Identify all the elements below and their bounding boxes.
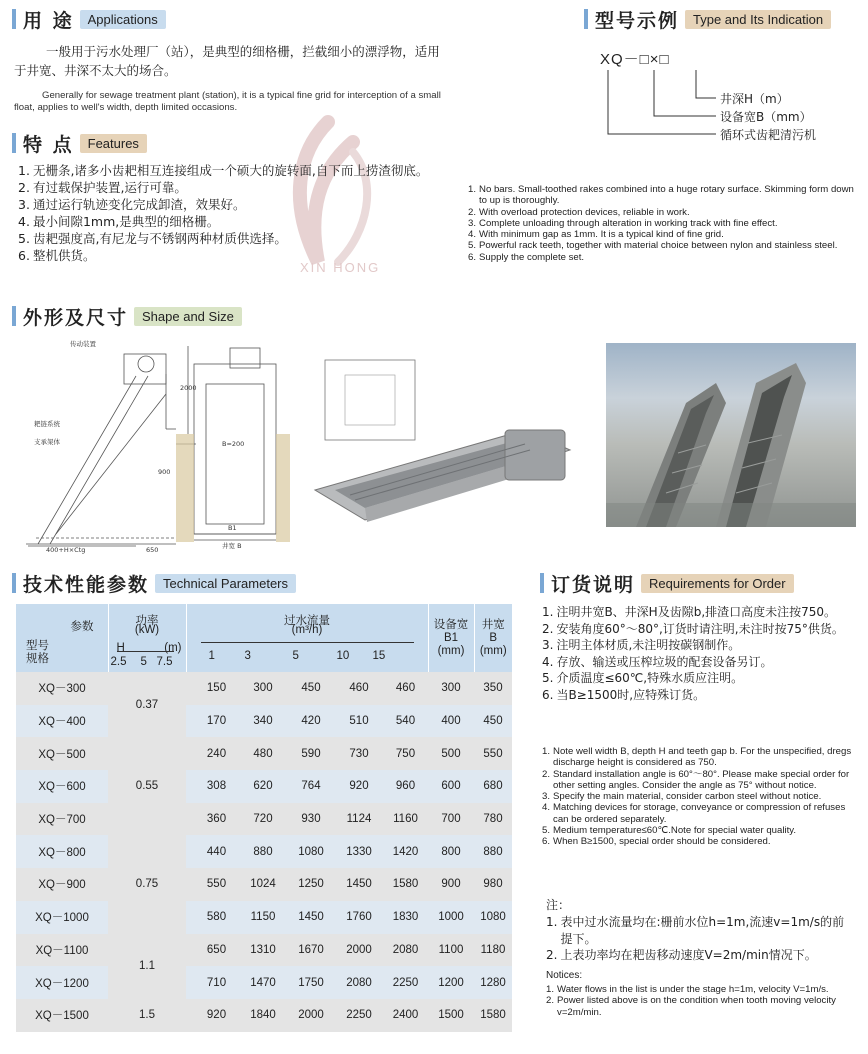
flow-cell: 460 xyxy=(395,682,416,695)
accent-bar xyxy=(584,9,588,29)
watermark-text: XIN HONG xyxy=(300,260,381,275)
model-cell: XQ－1100 xyxy=(35,944,89,957)
drawing-label-height: 2000 xyxy=(180,384,197,392)
spacer-cell xyxy=(186,901,194,934)
flow-cell: 2080 xyxy=(335,966,383,999)
flow-cell: 720 xyxy=(253,813,273,826)
drawing-label-rake: 耙链系统 xyxy=(34,420,60,428)
flow-cell: 930 xyxy=(301,813,321,826)
notes-list-cn xyxy=(546,914,856,964)
b-cell: 1280 xyxy=(474,966,512,999)
type-leader-lines xyxy=(596,68,726,148)
model-cell: XQ－1200 xyxy=(16,966,108,999)
flow-cell: 650 xyxy=(206,943,227,956)
accent-bar xyxy=(12,306,16,326)
drawing-label-b1: B1 xyxy=(228,524,237,532)
flow-cell: 510 xyxy=(335,705,383,738)
applications-title-en: Applications xyxy=(80,10,166,29)
flow-cell: 360 xyxy=(206,813,227,826)
b-cell: 1180 xyxy=(480,943,506,956)
list-item: 1. Water flows in the list is under the stage h=1m, velocity V=1m/s. xyxy=(546,984,829,995)
header-b-sym: B xyxy=(489,631,498,644)
order-heading xyxy=(540,570,794,596)
b1-cell: 700 xyxy=(441,813,461,826)
b1-cell: 1000 xyxy=(428,901,474,934)
b-cell: 550 xyxy=(483,747,503,760)
b-cell: 980 xyxy=(483,878,503,891)
b1-cell: 1100 xyxy=(438,943,464,956)
header-flow-val: 5 xyxy=(292,650,299,662)
table-row xyxy=(16,705,512,738)
header-model: 型号 规格 xyxy=(26,640,49,665)
drawing-label-formula: 400+H×Ctg xyxy=(46,546,86,554)
applications-title-cn: 用 途 xyxy=(23,9,74,32)
header-b-cell xyxy=(474,604,512,672)
flow-cell: 764 xyxy=(287,770,335,803)
tech-title-en: Technical Parameters xyxy=(155,574,296,593)
header-flow-val: 1 xyxy=(208,650,215,662)
flow-cell: 590 xyxy=(301,747,321,760)
flow-cell: 2250 xyxy=(383,966,428,999)
flow-cell: 1450 xyxy=(287,901,335,934)
flow-cell: 1160 xyxy=(393,813,418,826)
machine-render xyxy=(305,340,590,530)
list-item: 2. 安装角度60°～80°,订货时请注明,未注时按75°供货。 xyxy=(542,621,844,636)
header-power-unit: (kW) xyxy=(134,624,160,636)
type-title-cn: 型号示例 xyxy=(595,9,680,32)
flow-cell: 580 xyxy=(194,901,239,934)
flow-cell: 730 xyxy=(349,747,369,760)
flow-cell: 1330 xyxy=(335,835,383,868)
list-item: 3. 注明主体材质,未注明按碳钢制作。 xyxy=(542,638,741,652)
flow-cell: 308 xyxy=(194,770,239,803)
header-b1: 设备宽 xyxy=(433,618,469,631)
list-item: 2. 上表功率均在耙齿移动速度V=2m/min情况下。 xyxy=(546,948,817,962)
list-item: 4. 存放、输送或压榨垃圾的配套设备另订。 xyxy=(542,654,773,669)
flow-cell: 960 xyxy=(383,770,428,803)
tech-table xyxy=(16,604,512,1032)
flow-cell: 1580 xyxy=(392,878,419,891)
header-flow-val: 10 xyxy=(336,650,350,662)
type-label-depth: 井深H（m） xyxy=(720,92,789,106)
flow-cell: 1450 xyxy=(346,878,372,891)
features-title-cn: 特 点 xyxy=(23,133,74,156)
flow-cell: 1670 xyxy=(298,943,324,956)
flow-cell: 1830 xyxy=(383,901,428,934)
power-cell: 0.55 xyxy=(108,737,186,835)
notes-title-en: Notices: xyxy=(546,970,583,981)
list-item: 5. 介质温度≤60℃,特殊水质应注明。 xyxy=(542,671,744,685)
header-h-val: 2.5 xyxy=(110,656,127,668)
spacer-cell xyxy=(186,835,194,868)
table-row xyxy=(16,901,512,934)
list-item: 1. 无栅条,诸多小齿耙相互连接组成一个硕大的旋转面,自下而上捞渣彻底。 xyxy=(18,163,429,178)
flow-cell: 1750 xyxy=(287,966,335,999)
tech-heading xyxy=(12,570,296,596)
list-item: 4. Matching devices for storage, conveyance or compression of refuses can be ordered separately. xyxy=(542,802,846,825)
model-cell: XQ－700 xyxy=(38,814,86,827)
order-title-en: Requirements for Order xyxy=(641,574,794,593)
power-cell: 1.5 xyxy=(108,999,186,1032)
drawing-label-drive: 传动装置 xyxy=(70,340,96,348)
table-row xyxy=(16,770,512,803)
installation-photo xyxy=(606,343,856,527)
flow-cell: 1310 xyxy=(250,943,276,956)
flow-cell: 1124 xyxy=(346,813,372,826)
spacer-cell xyxy=(186,705,194,738)
flow-cell: 420 xyxy=(287,705,335,738)
header-b1-cell xyxy=(428,604,474,672)
table-row xyxy=(16,934,512,967)
header-b1-unit: (mm) xyxy=(437,644,465,657)
flow-cell: 2250 xyxy=(346,1009,372,1022)
header-m: (m) xyxy=(164,642,182,654)
flow-cell: 1250 xyxy=(298,878,324,891)
type-heading xyxy=(584,6,831,32)
list-item: 1. No bars. Small-toothed rakes combined into a huge rotary surface. Skimming form down to up is thoroughly. xyxy=(468,184,854,207)
list-item: 6. Supply the complete set. xyxy=(468,251,585,263)
spacer-cell xyxy=(186,999,194,1032)
header-power: 功率 xyxy=(135,615,159,627)
model-cell: XQ－500 xyxy=(38,748,86,761)
flow-cell: 920 xyxy=(206,1009,227,1022)
list-item: 1. 注明井宽B、井深H及齿隙b,排渣口高度未注按750。 xyxy=(542,605,837,619)
power-cell: 0.37 xyxy=(108,672,186,737)
list-item: 6. 当B≥1500时,应特殊订货。 xyxy=(542,687,706,702)
header-h-axis xyxy=(117,651,174,652)
list-item: 3. Specify the main material, consider carbon steel without notice. xyxy=(542,791,822,803)
installation-photo-drawing xyxy=(606,343,856,527)
flow-cell: 2000 xyxy=(298,1009,324,1022)
b-cell: 780 xyxy=(483,813,503,826)
list-item: 2. Standard installation angle is 60°～80°. Please make special order for other setting angles. Consider the angle as 75° without notice. xyxy=(542,768,850,791)
applications-text-en: Generally for sewage treatment plant (station), it is a typical fine grid for interception of a small float, applies to well's width, depth limited occasions. xyxy=(14,90,441,113)
list-item: 1. 表中过水流量均在:栅前水位h=1m,流速v=1m/s的前提下。 xyxy=(546,915,845,946)
type-label-name: 循环式齿耙清污机 xyxy=(720,128,817,142)
b1-cell: 300 xyxy=(441,682,461,695)
technical-drawing xyxy=(16,334,306,554)
flow-cell: 550 xyxy=(206,878,227,891)
model-cell: XQ－1500 xyxy=(35,1010,89,1023)
flow-cell: 1470 xyxy=(239,966,287,999)
flow-cell: 620 xyxy=(239,770,287,803)
spacer-cell xyxy=(186,934,194,967)
table-row xyxy=(16,999,512,1032)
spacer-cell xyxy=(186,966,194,999)
order-title-cn: 订货说明 xyxy=(551,573,636,596)
order-list-cn xyxy=(542,604,856,703)
list-item: 2. 有过载保护装置,运行可靠。 xyxy=(18,180,187,195)
flow-cell: 750 xyxy=(395,747,416,760)
header-h-val: 5 xyxy=(140,656,147,668)
table-row xyxy=(16,835,512,868)
b-cell: 450 xyxy=(474,705,512,738)
power-cell: 0.75 xyxy=(108,835,186,933)
spacer-cell xyxy=(186,737,194,770)
flow-cell: 880 xyxy=(239,835,287,868)
drawing-label-b200: B=200 xyxy=(222,440,245,448)
model-cell: XQ－600 xyxy=(16,770,108,803)
b-cell: 1080 xyxy=(474,901,512,934)
list-item: 5. 齿耙强度高,有尼龙与不锈钢两种材质供选择。 xyxy=(18,231,287,246)
list-item: 3. Complete unloading through alteration in working track with fine effect. xyxy=(468,217,778,229)
flow-cell: 1150 xyxy=(239,901,287,934)
accent-bar xyxy=(540,573,544,593)
list-item: 6. When B≥1500, special order should be considered. xyxy=(542,836,771,848)
drawing-label-support: 支承架体 xyxy=(34,438,60,446)
b1-cell: 400 xyxy=(428,705,474,738)
table-row xyxy=(16,966,512,999)
spacer-cell xyxy=(186,868,194,901)
tech-title-cn: 技术性能参数 xyxy=(23,573,150,596)
model-cell: XQ－800 xyxy=(16,835,108,868)
flow-cell: 150 xyxy=(206,682,227,695)
model-cell: XQ－900 xyxy=(38,879,86,892)
header-flow-axis xyxy=(201,642,414,643)
table-row xyxy=(16,737,512,770)
list-item: 6. 整机供货。 xyxy=(18,248,96,263)
table-header-row xyxy=(16,604,512,672)
flow-cell: 240 xyxy=(206,747,227,760)
flow-cell: 1760 xyxy=(335,901,383,934)
header-flow-unit: (m³/h) xyxy=(291,624,323,636)
header-param-cell xyxy=(16,604,108,672)
header-h: H xyxy=(116,642,125,654)
model-cell: XQ－1000 xyxy=(16,901,108,934)
header-b-unit: (mm) xyxy=(479,644,507,657)
header-flow-cell xyxy=(186,604,428,672)
applications-text-cn: 一般用于污水处理厂（站），是典型的细格栅，拦截细小的漂浮物，适用于井宽、井深不太大的场合。 xyxy=(14,44,440,78)
flow-cell: 450 xyxy=(301,682,321,695)
table-row xyxy=(16,868,512,901)
b1-cell: 800 xyxy=(428,835,474,868)
list-item: 3. 通过运行轨迹变化完成卸渣，效果好。 xyxy=(18,197,246,212)
flow-cell: 1420 xyxy=(383,835,428,868)
header-flow-val: 3 xyxy=(244,650,251,662)
notes-list-en xyxy=(546,984,854,1018)
tech-table-wrap xyxy=(16,604,512,1032)
flow-cell: 920 xyxy=(335,770,383,803)
header-power-cell xyxy=(108,604,186,672)
flow-cell: 340 xyxy=(239,705,287,738)
b-cell: 680 xyxy=(474,770,512,803)
applications-heading xyxy=(12,6,166,32)
flow-cell: 540 xyxy=(383,705,428,738)
flow-cell: 1024 xyxy=(250,878,276,891)
power-cell: 1.1 xyxy=(108,934,186,999)
features-title-en: Features xyxy=(80,134,147,153)
accent-bar xyxy=(12,133,16,153)
list-item: 2. With overload protection devices, reliable in work. xyxy=(468,206,690,218)
type-label-width: 设备宽B（mm） xyxy=(720,110,812,124)
type-code: XQ－□×□ xyxy=(600,51,670,68)
b1-cell: 1200 xyxy=(428,966,474,999)
table-row xyxy=(16,672,512,705)
accent-bar xyxy=(12,573,16,593)
list-item: 4. 最小间隙1mm,是典型的细格栅。 xyxy=(18,214,220,229)
shape-title-cn: 外形及尺寸 xyxy=(23,306,129,329)
header-flow: 过水流量 xyxy=(284,615,330,627)
tech-table-body xyxy=(16,672,512,1032)
list-item: 5. Powerful rack teeth, together with material choice between nylon and stainless steel. xyxy=(468,240,838,252)
model-cell: XQ－300 xyxy=(38,683,86,696)
order-list-en xyxy=(542,746,856,848)
list-item: 4. With minimum gap as 1mm. It is a typical kind of fine grid. xyxy=(468,229,724,241)
header-b: 井宽 xyxy=(481,618,505,631)
b1-cell: 500 xyxy=(441,747,461,760)
flow-cell: 460 xyxy=(349,682,369,695)
b1-cell: 600 xyxy=(428,770,474,803)
flow-cell: 480 xyxy=(253,747,273,760)
list-item: 5. Medium temperature≤60℃.Note for special water quality. xyxy=(542,825,797,837)
table-row xyxy=(16,803,512,836)
list-item: 2. Power listed above is on the condition when tooth moving velocity v=2m/min. xyxy=(546,995,836,1018)
flow-cell: 2400 xyxy=(392,1009,419,1022)
b-cell: 880 xyxy=(474,835,512,868)
flow-cell: 2000 xyxy=(346,943,372,956)
header-h-val: 7.5 xyxy=(156,656,173,668)
header-flow-val: 15 xyxy=(372,650,386,662)
header-param: 参数 xyxy=(70,621,94,633)
features-list-en xyxy=(468,184,854,263)
b1-cell: 900 xyxy=(441,878,461,891)
flow-cell: 300 xyxy=(253,682,273,695)
type-title-en: Type and Its Indication xyxy=(685,10,831,29)
flow-cell: 440 xyxy=(194,835,239,868)
notes-title-cn: 注： xyxy=(546,898,571,912)
flow-cell: 1080 xyxy=(287,835,335,868)
spacer-cell xyxy=(186,803,194,836)
flow-cell: 170 xyxy=(194,705,239,738)
spacer-cell xyxy=(186,770,194,803)
features-heading xyxy=(12,130,147,156)
model-cell: XQ－400 xyxy=(16,705,108,738)
flow-cell: 710 xyxy=(194,966,239,999)
header-b1-sym: B1 xyxy=(443,631,459,644)
shape-heading xyxy=(12,303,242,329)
b-cell: 350 xyxy=(483,682,503,695)
shape-title-en: Shape and Size xyxy=(134,307,242,326)
list-item: 1. Note well width B, depth H and teeth gap b. For the unspecified, dregs discharge height is considered as 750. xyxy=(542,746,852,769)
drawing-label-650: 650 xyxy=(146,546,159,554)
b1-cell: 1500 xyxy=(438,1009,464,1022)
features-list-cn xyxy=(18,162,466,264)
accent-bar xyxy=(12,9,16,29)
flow-cell: 1840 xyxy=(250,1009,276,1022)
drawing-label-900: 900 xyxy=(158,468,171,476)
flow-cell: 2080 xyxy=(392,943,419,956)
b-cell: 1580 xyxy=(480,1009,506,1022)
spacer-cell xyxy=(186,672,194,705)
drawing-label-width: 井宽 B xyxy=(222,542,242,550)
